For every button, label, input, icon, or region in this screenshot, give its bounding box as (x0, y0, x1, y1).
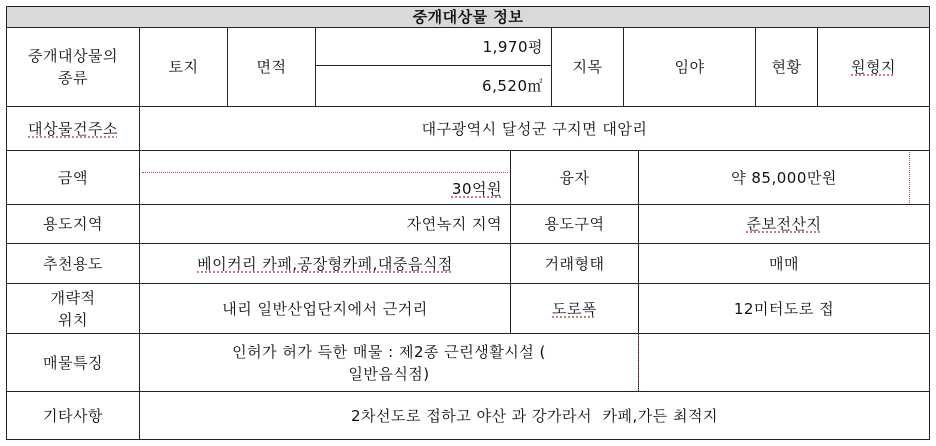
value-property-type: 토지 (139, 27, 228, 107)
value-road-width: 12미터도로 접 (638, 283, 930, 334)
value-features (139, 333, 639, 392)
value-jimok: 임야 (623, 27, 756, 107)
value-price-text: 30억원 (451, 180, 502, 198)
value-features-line2: 일반음식점) (348, 364, 430, 383)
value-recommended-use-text: 베이커리 카페,공장형카페,대중음식점 (197, 254, 453, 273)
value-status-text: 원형지 (851, 58, 896, 76)
table-title: 중개대상물 정보 (6, 6, 930, 28)
label-property-type-line1: 중개대상물의 (28, 47, 118, 65)
label-district: 용도구역 (510, 204, 639, 244)
label-loan: 융자 (510, 150, 639, 205)
property-info-table (6, 6, 930, 440)
label-other-notes: 기타사항 (6, 391, 140, 440)
label-property-type (6, 27, 140, 107)
value-location: 내리 일반산업단지에서 근거리 (139, 283, 511, 334)
label-price: 금액 (6, 150, 140, 205)
label-area: 면적 (227, 27, 316, 107)
label-zoning: 용도지역 (6, 204, 140, 244)
label-features: 매물특징 (6, 333, 140, 392)
label-road-width-text: 도로폭 (552, 299, 597, 318)
value-other-notes: 2차선도로 접하고 야산 과 강가라서 카페,가든 최적지 (139, 391, 930, 440)
features-empty-cell (638, 333, 930, 392)
value-recommended-use (139, 243, 511, 284)
value-district (638, 204, 930, 244)
label-jimok: 지목 (551, 27, 624, 107)
value-area-m2: 6,520㎡ (315, 65, 552, 107)
label-location (6, 283, 140, 334)
label-road-width (510, 283, 639, 334)
red-dotted-guide-line (142, 172, 508, 173)
label-location-line2: 위치 (58, 310, 88, 329)
value-district-text: 준보전산지 (746, 215, 822, 233)
label-address-text: 대상물건주소 (28, 119, 118, 138)
value-features-line1: 인허가 허가 득한 매물 : 제2종 근린생활시설 ( (232, 342, 546, 361)
value-area-pyeong: 1,970평 (315, 27, 552, 66)
value-deal-type: 매매 (638, 243, 930, 284)
red-dotted-guide-line-vertical (909, 152, 910, 203)
label-status: 현황 (755, 27, 818, 107)
value-zoning: 자연녹지 지역 (139, 204, 511, 244)
label-recommended-use: 추천용도 (6, 243, 140, 284)
label-property-type-line2: 종류 (58, 69, 88, 87)
value-address: 대구광역시 달성군 구지면 대암리 (139, 106, 930, 151)
value-status (817, 27, 930, 107)
label-deal-type: 거래형태 (510, 243, 639, 284)
label-address (6, 106, 140, 151)
value-loan: 약 85,000만원 (638, 150, 930, 205)
value-price (139, 150, 511, 205)
label-location-line1: 개략적 (50, 288, 96, 307)
